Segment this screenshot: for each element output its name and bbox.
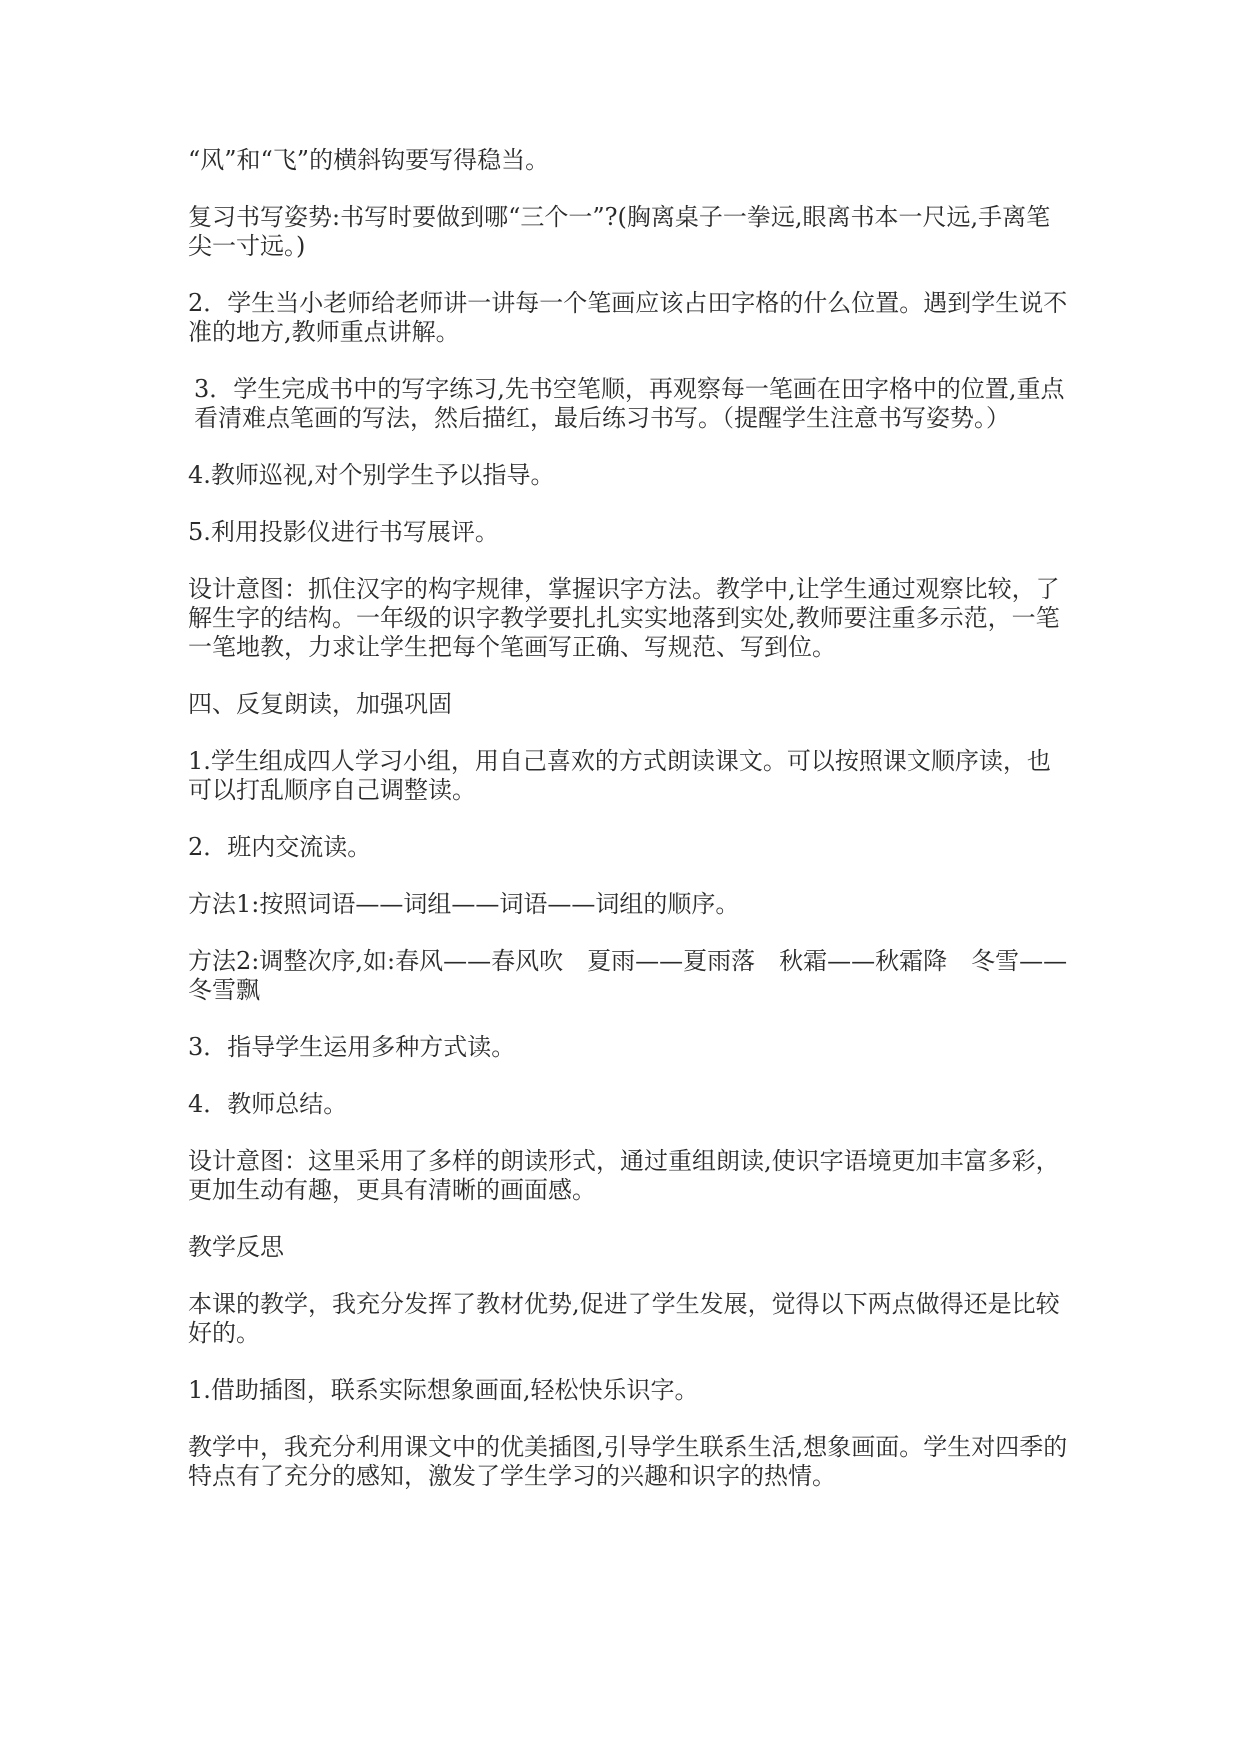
paragraph: 4．教师总结。 [188,1090,348,1118]
paragraph: 4.教师巡视,对个别学生予以指导。 [188,461,555,489]
paragraph: 教学中，我充分利用课文中的优美插图,引导学生联系生活,想象画面。学生对四季的特点有了充分的感知，激发了学生学习的兴趣和识字的热情。 [188,1433,1068,1490]
paragraph: 1.学生组成四人学习小组，用自己喜欢的方式朗读课文。可以按照课文顺序读，也可以打乱顺序自己调整读。 [188,747,1051,804]
paragraph: 设计意图：抓住汉字的构字规律，掌握识字方法。教学中,让学生通过观察比较，了解生字的结构。一年级的识字教学要扎扎实实地落到实处,教师要注重多示范，一笔一笔地教，力求让学生把每个笔画写正确、写规范、写到位。 [188,575,1060,661]
paragraph: “风”和“飞”的横斜钩要写得稳当。 [188,146,550,174]
paragraph: 方法2:调整次序,如:春风——春风吹 夏雨——夏雨落 秋霜——秋霜降 冬雪——冬雪飘 [188,947,1068,1004]
paragraph: 3．学生完成书中的写字练习,先书空笔顺，再观察每一笔画在田字格中的位置,重点看清难点笔画的写法，然后描红，最后练习书写。（提醒学生注意书写姿势。） [194,375,1065,432]
paragraph: 2．学生当小老师给老师讲一讲每一个笔画应该占田字格的什么位置。遇到学生说不准的地方,教师重点讲解。 [188,289,1068,346]
paragraph: 3．指导学生运用多种方式读。 [188,1033,516,1061]
paragraph: 本课的教学，我充分发挥了教材优势,促进了学生发展，觉得以下两点做得还是比较好的。 [188,1290,1060,1347]
paragraph: 2．班内交流读。 [188,833,372,861]
section-heading: 四、反复朗读，加强巩固 [188,690,452,718]
paragraph: 1.借助插图，联系实际想象画面,轻松快乐识字。 [188,1376,699,1404]
paragraph: 方法1:按照词语——词组——词语——词组的顺序。 [188,890,740,918]
document-body [188,146,1068,1519]
paragraph: 设计意图：这里采用了多样的朗读形式，通过重组朗读,使识字语境更加丰富多彩，更加生动有趣，更具有清晰的画面感。 [188,1147,1060,1204]
paragraph: 5.利用投影仪进行书写展评。 [188,518,499,546]
paragraph: 复习书写姿势:书写时要做到哪“三个一”?(胸离桌子一拳远,眼离书本一尺远,手离笔尖一寸远。) [188,203,1051,260]
section-heading: 教学反思 [188,1233,284,1261]
